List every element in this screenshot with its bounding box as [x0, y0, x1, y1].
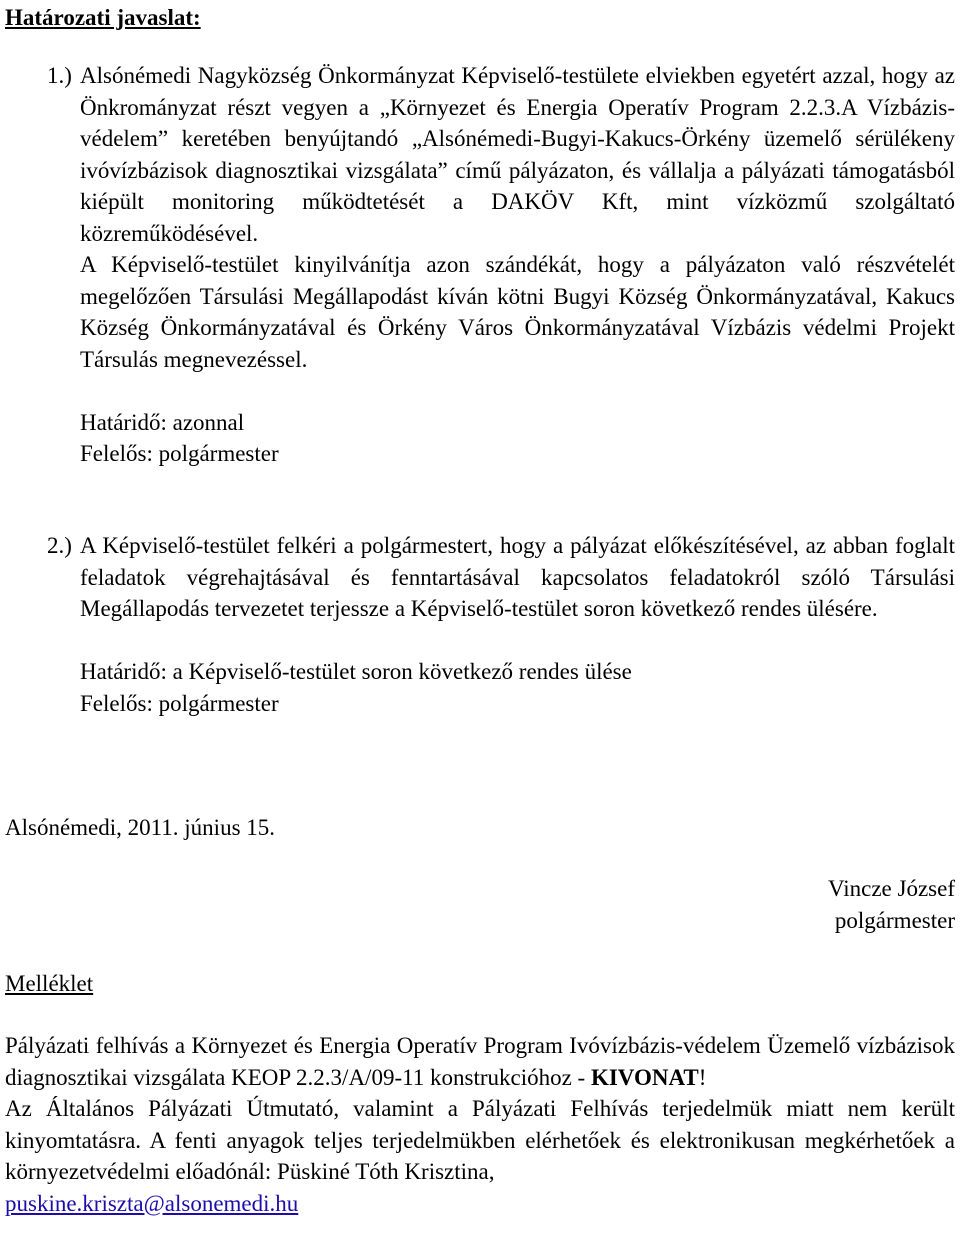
item-paragraph: A Képviselő-testület kinyilvánítja azon szándékát, hogy a pályázaton való részvételét megelőzően Társulási Megállapodást kíván kötni Bugyi Község Önkormányzatával, Kakucs Község Önkormányzatával és Örkény Város Önkormányzatával Vízbázis védelmi Projekt Társulás megnevezéssel.: [80, 252, 955, 372]
resolution-item-1: [47, 60, 955, 470]
attachment-label: Melléklet: [5, 971, 94, 996]
item-paragraph: A Képviselő-testület felkéri a polgármestert, hogy a pályázat előkészítésével, az abban foglalt feladatok végrehajtásával és fenntartásával kapcsolatos feladatokról szóló Társulási Megállapodás tervezetet terjessze a Képviselő-testület soron következő rendes ülésére.: [80, 533, 955, 621]
attachment-line-1: Pályázati felhívás a Környezet és Energia Operatív Program Ivóvízbázis-védelem Üzemelő vízbázisok diagnosztikai vizsgálata KEOP 2.2.3/A/09-11 konstrukcióhoz - KIVONAT!: [5, 1033, 955, 1090]
signature-block: [828, 873, 955, 936]
item-paragraph: Alsónémedi Nagyközség Önkormányzat Képviselő-testülete elviekben egyetért azzal, hogy az Önkrományzat részt vegyen a „Környezet és Energia Operatív Program 2.2.3.A Vízbázis-védelem” keretében benyújtandó „Alsónémedi-Bugyi-Kakucs-Örkény üzemelő sérülékeny ivóvízbázisok diagnosztikai vizsgálata” című pályázaton, és vállalja a pályázati támogatásból kiépült monitoring működtetését a DAKÖV Kft, mint vízközmű szolgáltató közreműködésével.: [80, 63, 955, 246]
signer-name: Vincze József: [828, 876, 955, 901]
date-line: Alsónémedi, 2011. június 15.: [5, 815, 276, 840]
deadline-text: Határidő: a Képviselő-testület soron következő rendes ülése: [80, 659, 632, 684]
attachment-text: [5, 1030, 955, 1219]
deadline-text: Határidő: azonnal: [80, 409, 245, 435]
resolution-item-2: [47, 530, 955, 719]
signer-title: polgármester: [834, 907, 955, 933]
attachment-line-2: Az Általános Pályázati Útmutató, valamint a Pályázati Felhívás terjedelmük miatt nem került kinyomtatásra. A fenti anyagok teljes terjedelmükben elérhetőek és elektronikusan megkérhetőek a környezetvédelmi előadónál: Püskiné Tóth Krisztina,: [5, 1096, 955, 1184]
responsible-text: Felelős: polgármester: [80, 690, 279, 716]
kivonat-label: KIVONAT: [590, 1064, 699, 1090]
email-link[interactable]: puskine.kriszta@alsonemedi.hu: [5, 1190, 299, 1216]
item-number: 1.): [47, 63, 72, 88]
responsible-text: Felelős: polgármester: [80, 441, 279, 466]
item-number: 2.): [47, 533, 72, 558]
page-title: Határozati javaslat:: [5, 5, 201, 30]
